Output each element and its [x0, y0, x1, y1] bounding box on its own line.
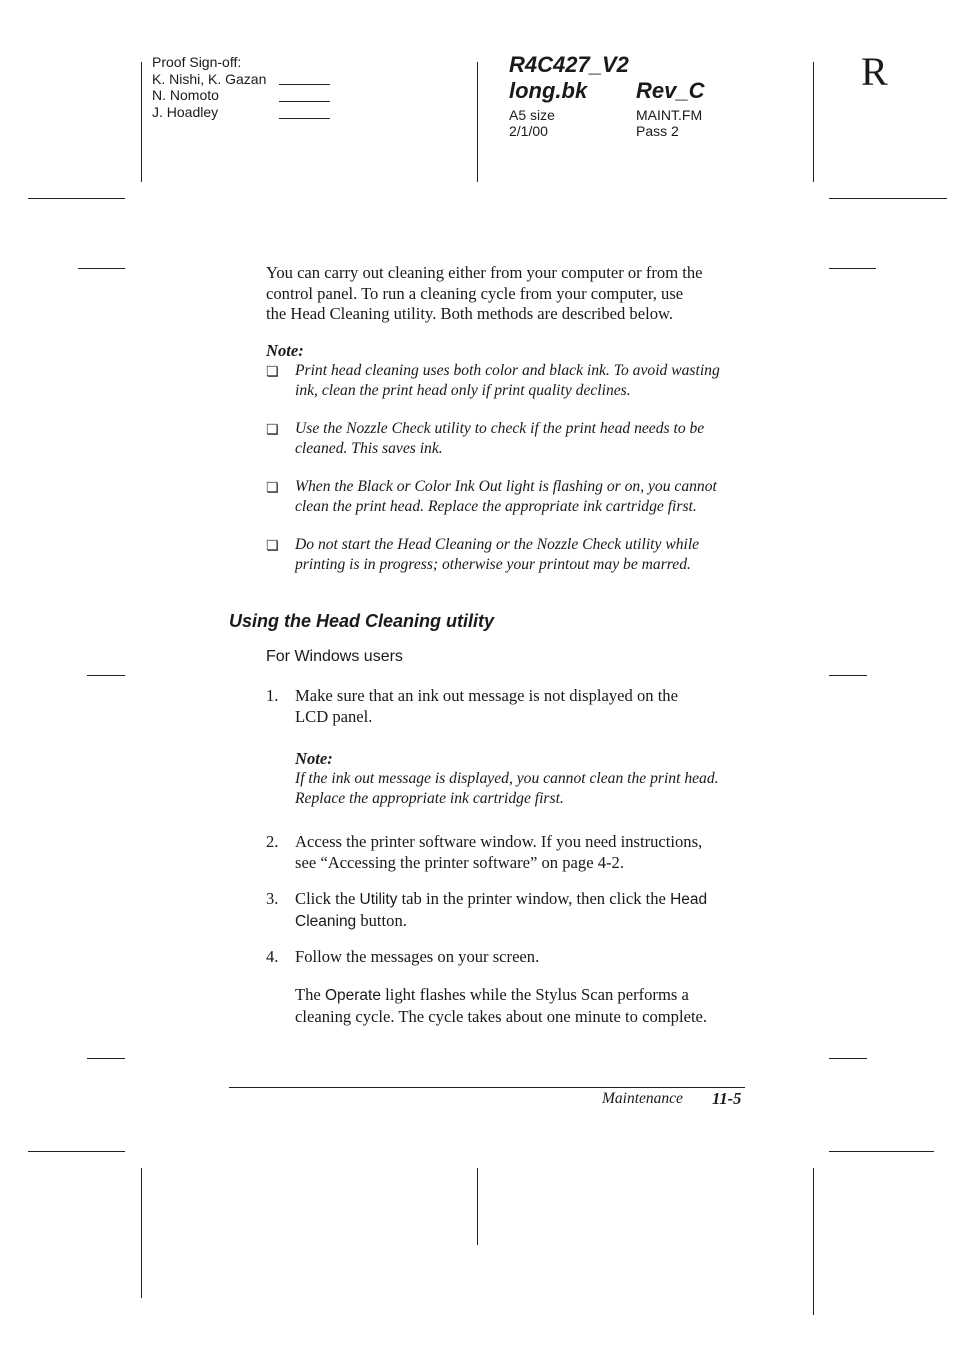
step-text: Follow the messages on your screen. — [295, 947, 540, 966]
note-label: Note: — [295, 749, 333, 768]
book-name: long.bk — [509, 78, 588, 103]
final-paragraph — [295, 985, 707, 1027]
page-size: A5 size — [509, 107, 555, 123]
text-line: Use the Nozzle Check utility to check if the print head needs to be — [295, 420, 705, 437]
step-text — [295, 686, 678, 727]
ui-term-operate: Operate — [324, 987, 381, 1004]
step-text — [295, 832, 702, 873]
proof-signoff — [152, 54, 266, 121]
note-item — [295, 535, 699, 575]
note-item — [295, 419, 704, 459]
text-line: see “Accessing the printer software” on page 4-2. — [295, 852, 624, 872]
ui-term-head: Head — [670, 891, 708, 908]
date: 2/1/00 — [509, 123, 548, 139]
crop-mark — [477, 1168, 478, 1245]
ui-term-cleaning: Cleaning — [295, 912, 357, 930]
text-line: When the Black or Color Ink Out light is flashing or on, you cannot — [295, 478, 717, 495]
step-number: 4. — [266, 947, 279, 966]
proof-title: Proof Sign-off: — [152, 54, 242, 70]
crop-mark — [829, 268, 876, 269]
crop-mark — [813, 1168, 814, 1315]
text-line — [295, 911, 707, 933]
text-line: Print head cleaning uses both color and black ink. To avoid wasting — [295, 362, 720, 379]
proof-name: K. Nishi, K. Gazan — [152, 70, 267, 87]
text-line: clean the print head. Replace the appropriate ink cartridge first. — [295, 498, 697, 516]
text-line: Do not start the Head Cleaning or the Nozzle Check utility while — [295, 536, 700, 553]
step-number: 2. — [266, 832, 279, 851]
file-code: R4C427_V2 — [509, 52, 629, 77]
note-item — [295, 361, 720, 401]
signature-line — [279, 101, 330, 102]
section-heading: Using the Head Cleaning utility — [229, 611, 495, 631]
ui-term-utility: Utility — [359, 891, 398, 908]
crop-mark — [477, 62, 478, 182]
text-segment: The — [295, 985, 325, 1004]
proof-name: J. Hoadley — [152, 104, 219, 121]
signature-line — [279, 84, 330, 85]
text-line: ink, clean the print head only if print quality declines. — [295, 382, 631, 400]
text-line — [295, 985, 707, 1007]
note-item — [295, 477, 717, 517]
crop-mark — [829, 675, 867, 676]
page-number: 11-5 — [712, 1089, 742, 1108]
text-line: Make sure that an ink out message is not displayed on the — [295, 686, 678, 705]
text-line — [295, 889, 707, 911]
text-line: control panel. To run a cleaning cycle from your computer, use — [266, 283, 684, 303]
checkbox-bullet-icon: ❏ — [266, 364, 279, 380]
crop-mark — [141, 1168, 142, 1298]
text-line: You can carry out cleaning either from your computer or from the — [266, 263, 703, 282]
text-segment: light flashes while the Stylus Scan performs a — [380, 985, 689, 1004]
crop-mark — [829, 1058, 867, 1059]
pass-number: Pass 2 — [636, 123, 679, 139]
step-number: 1. — [266, 686, 279, 705]
note-item — [295, 769, 719, 809]
text-line: LCD panel. — [295, 706, 373, 726]
file-name: MAINT.FM — [636, 107, 703, 123]
crop-mark — [813, 62, 814, 182]
crop-mark — [28, 198, 125, 199]
crop-mark — [87, 1058, 125, 1059]
step-number: 3. — [266, 889, 279, 908]
text-segment: tab in the printer window, then click the — [397, 889, 671, 908]
crop-mark — [87, 675, 125, 676]
revision: Rev_C — [636, 78, 705, 103]
crop-mark — [141, 62, 142, 182]
footer-rule — [229, 1087, 745, 1088]
crop-mark — [829, 1151, 934, 1152]
note-label: Note: — [266, 341, 304, 360]
text-line: printing is in progress; otherwise your printout may be marred. — [295, 556, 691, 574]
crop-mark — [829, 198, 947, 199]
text-line: If the ink out message is displayed, you cannot clean the print head. — [295, 770, 719, 787]
crop-mark — [28, 1151, 125, 1152]
corner-letter: R — [861, 49, 888, 94]
checkbox-bullet-icon: ❏ — [266, 480, 279, 496]
text-line: cleaning cycle. The cycle takes about one minute to complete. — [295, 1006, 708, 1026]
text-line: cleaned. This saves ink. — [295, 440, 443, 458]
intro-paragraph — [266, 263, 703, 325]
footer-section: Maintenance — [602, 1090, 683, 1107]
proof-name: N. Nomoto — [152, 87, 219, 104]
text-line: Access the printer software window. If you need instructions, — [295, 832, 703, 851]
text-line: Replace the appropriate ink cartridge first. — [295, 790, 564, 808]
subheading: For Windows users — [266, 648, 403, 665]
text-line: the Head Cleaning utility. Both methods are described below. — [266, 304, 674, 323]
step-text — [295, 889, 707, 932]
checkbox-bullet-icon: ❏ — [266, 538, 279, 554]
signature-line — [279, 118, 330, 119]
text-segment: Click the — [295, 889, 360, 908]
crop-mark — [78, 268, 125, 269]
checkbox-bullet-icon: ❏ — [266, 422, 279, 438]
text-segment: button. — [356, 910, 407, 930]
